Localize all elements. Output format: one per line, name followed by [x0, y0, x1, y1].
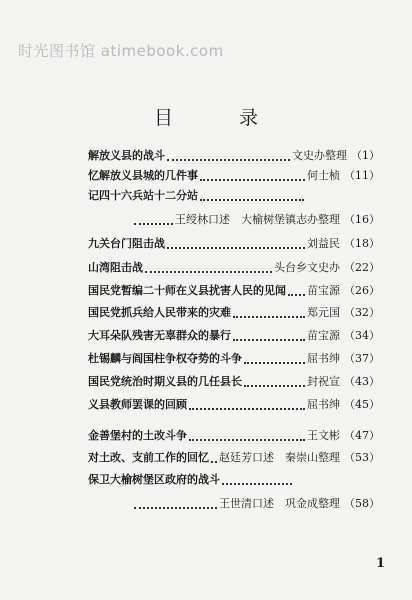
- entry-title: 杜锡麟与阎国柱争权夺势的斗争: [88, 352, 242, 365]
- leader-dots: [167, 151, 290, 161]
- toc-entry: [88, 428, 380, 444]
- entry-title: 国民党暂编二十师在义县扰害人民的见闻: [88, 284, 286, 297]
- entry-title: 解放义县的战斗: [88, 149, 165, 162]
- entry-title: 国民党抓兵给人民带来的灾难: [88, 306, 231, 319]
- entry-page: （32）: [344, 306, 380, 319]
- leader-dots: [145, 263, 272, 273]
- entry-author: 刘益民: [307, 237, 340, 250]
- entry-page: （58）: [344, 497, 380, 510]
- toc-entry: [88, 374, 380, 390]
- entry-page: （11）: [344, 169, 380, 182]
- toc-entry: [88, 472, 380, 488]
- entry-title: 忆解放义县城的几件事: [88, 169, 198, 182]
- leader-dots: [288, 286, 305, 296]
- leader-dots: [244, 377, 305, 387]
- leader-dots: [233, 308, 305, 318]
- entry-title: 大耳朵队残害无辜群众的暴行: [88, 329, 231, 342]
- entry-page: （1）: [351, 149, 380, 162]
- toc-entry: [88, 188, 380, 204]
- entry-author: 郑元国: [307, 306, 340, 319]
- entry-author: 头台乡文史办: [274, 261, 340, 274]
- page-number: 1: [376, 556, 386, 571]
- toc-entry: [88, 328, 380, 344]
- entry-title: 义县教师罢课的回顾: [88, 398, 187, 411]
- leader-dots: [200, 171, 305, 181]
- leader-dots: [134, 499, 217, 509]
- entry-author: 屈书绅: [307, 352, 340, 365]
- entry-author: 何士桢: [307, 169, 340, 182]
- entry-page: （43）: [344, 375, 380, 388]
- leader-dots: [189, 431, 305, 441]
- leader-dots: [134, 215, 173, 225]
- toc-entry: [88, 397, 380, 413]
- entry-title: 保卫大榆树堡区政府的战斗: [88, 473, 220, 486]
- entry-author: 文史办整理: [292, 149, 347, 162]
- toc-entry: [88, 305, 380, 321]
- toc-entry: [88, 212, 380, 228]
- watermark: 时光图书馆 atimebook.com: [18, 42, 224, 60]
- leader-dots: [222, 475, 292, 485]
- entry-title: 金善堡村的土改斗争: [88, 429, 187, 442]
- title-text: 目 录: [153, 107, 289, 129]
- entry-author: 封祝宣: [307, 375, 340, 388]
- entry-author: 苗宝源: [307, 284, 340, 297]
- leader-dots: [233, 331, 305, 341]
- toc-entry: [88, 496, 380, 512]
- entry-title: 对土改、支前工作的回忆: [88, 451, 209, 464]
- entry-title: 国民党统治时期义县的几任县长: [88, 375, 242, 388]
- page-title: [0, 103, 412, 130]
- toc-entry: [88, 351, 380, 367]
- leader-dots: [244, 354, 305, 364]
- entry-author: 苗宝源: [307, 329, 340, 342]
- entry-author: 王文彬: [307, 429, 340, 442]
- leader-dots: [211, 453, 217, 463]
- toc-entry: [88, 450, 380, 466]
- entry-title: 山湾阻击战: [88, 261, 143, 274]
- entry-author: 赵廷芳口述 秦崇山整理: [219, 451, 340, 464]
- entry-author: 王世清口述 巩金成整理: [219, 497, 340, 510]
- toc-entry: [88, 148, 380, 164]
- entry-title: 九关台门阻击战: [88, 237, 165, 250]
- entry-page: （22）: [344, 261, 380, 274]
- entry-page: （16）: [344, 213, 380, 226]
- entry-title: 记四十六兵站十二分站: [88, 189, 198, 202]
- toc-entry: [88, 236, 380, 252]
- entry-page: （45）: [344, 398, 380, 411]
- toc-entry: [88, 260, 380, 276]
- entry-page: （47）: [344, 429, 380, 442]
- entry-page: （18）: [344, 237, 380, 250]
- entry-page: （37）: [344, 352, 380, 365]
- leader-dots: [200, 191, 304, 201]
- entry-author: 屈书绅: [307, 398, 340, 411]
- toc-entry: [88, 168, 380, 184]
- toc-entry: [88, 283, 380, 299]
- entry-page: （53）: [344, 451, 380, 464]
- entry-page: （26）: [344, 284, 380, 297]
- entry-page: （34）: [344, 329, 380, 342]
- leader-dots: [189, 400, 305, 410]
- leader-dots: [167, 239, 305, 249]
- entry-author: 王绶林口述 大榆树堡镇志办整理: [175, 213, 340, 226]
